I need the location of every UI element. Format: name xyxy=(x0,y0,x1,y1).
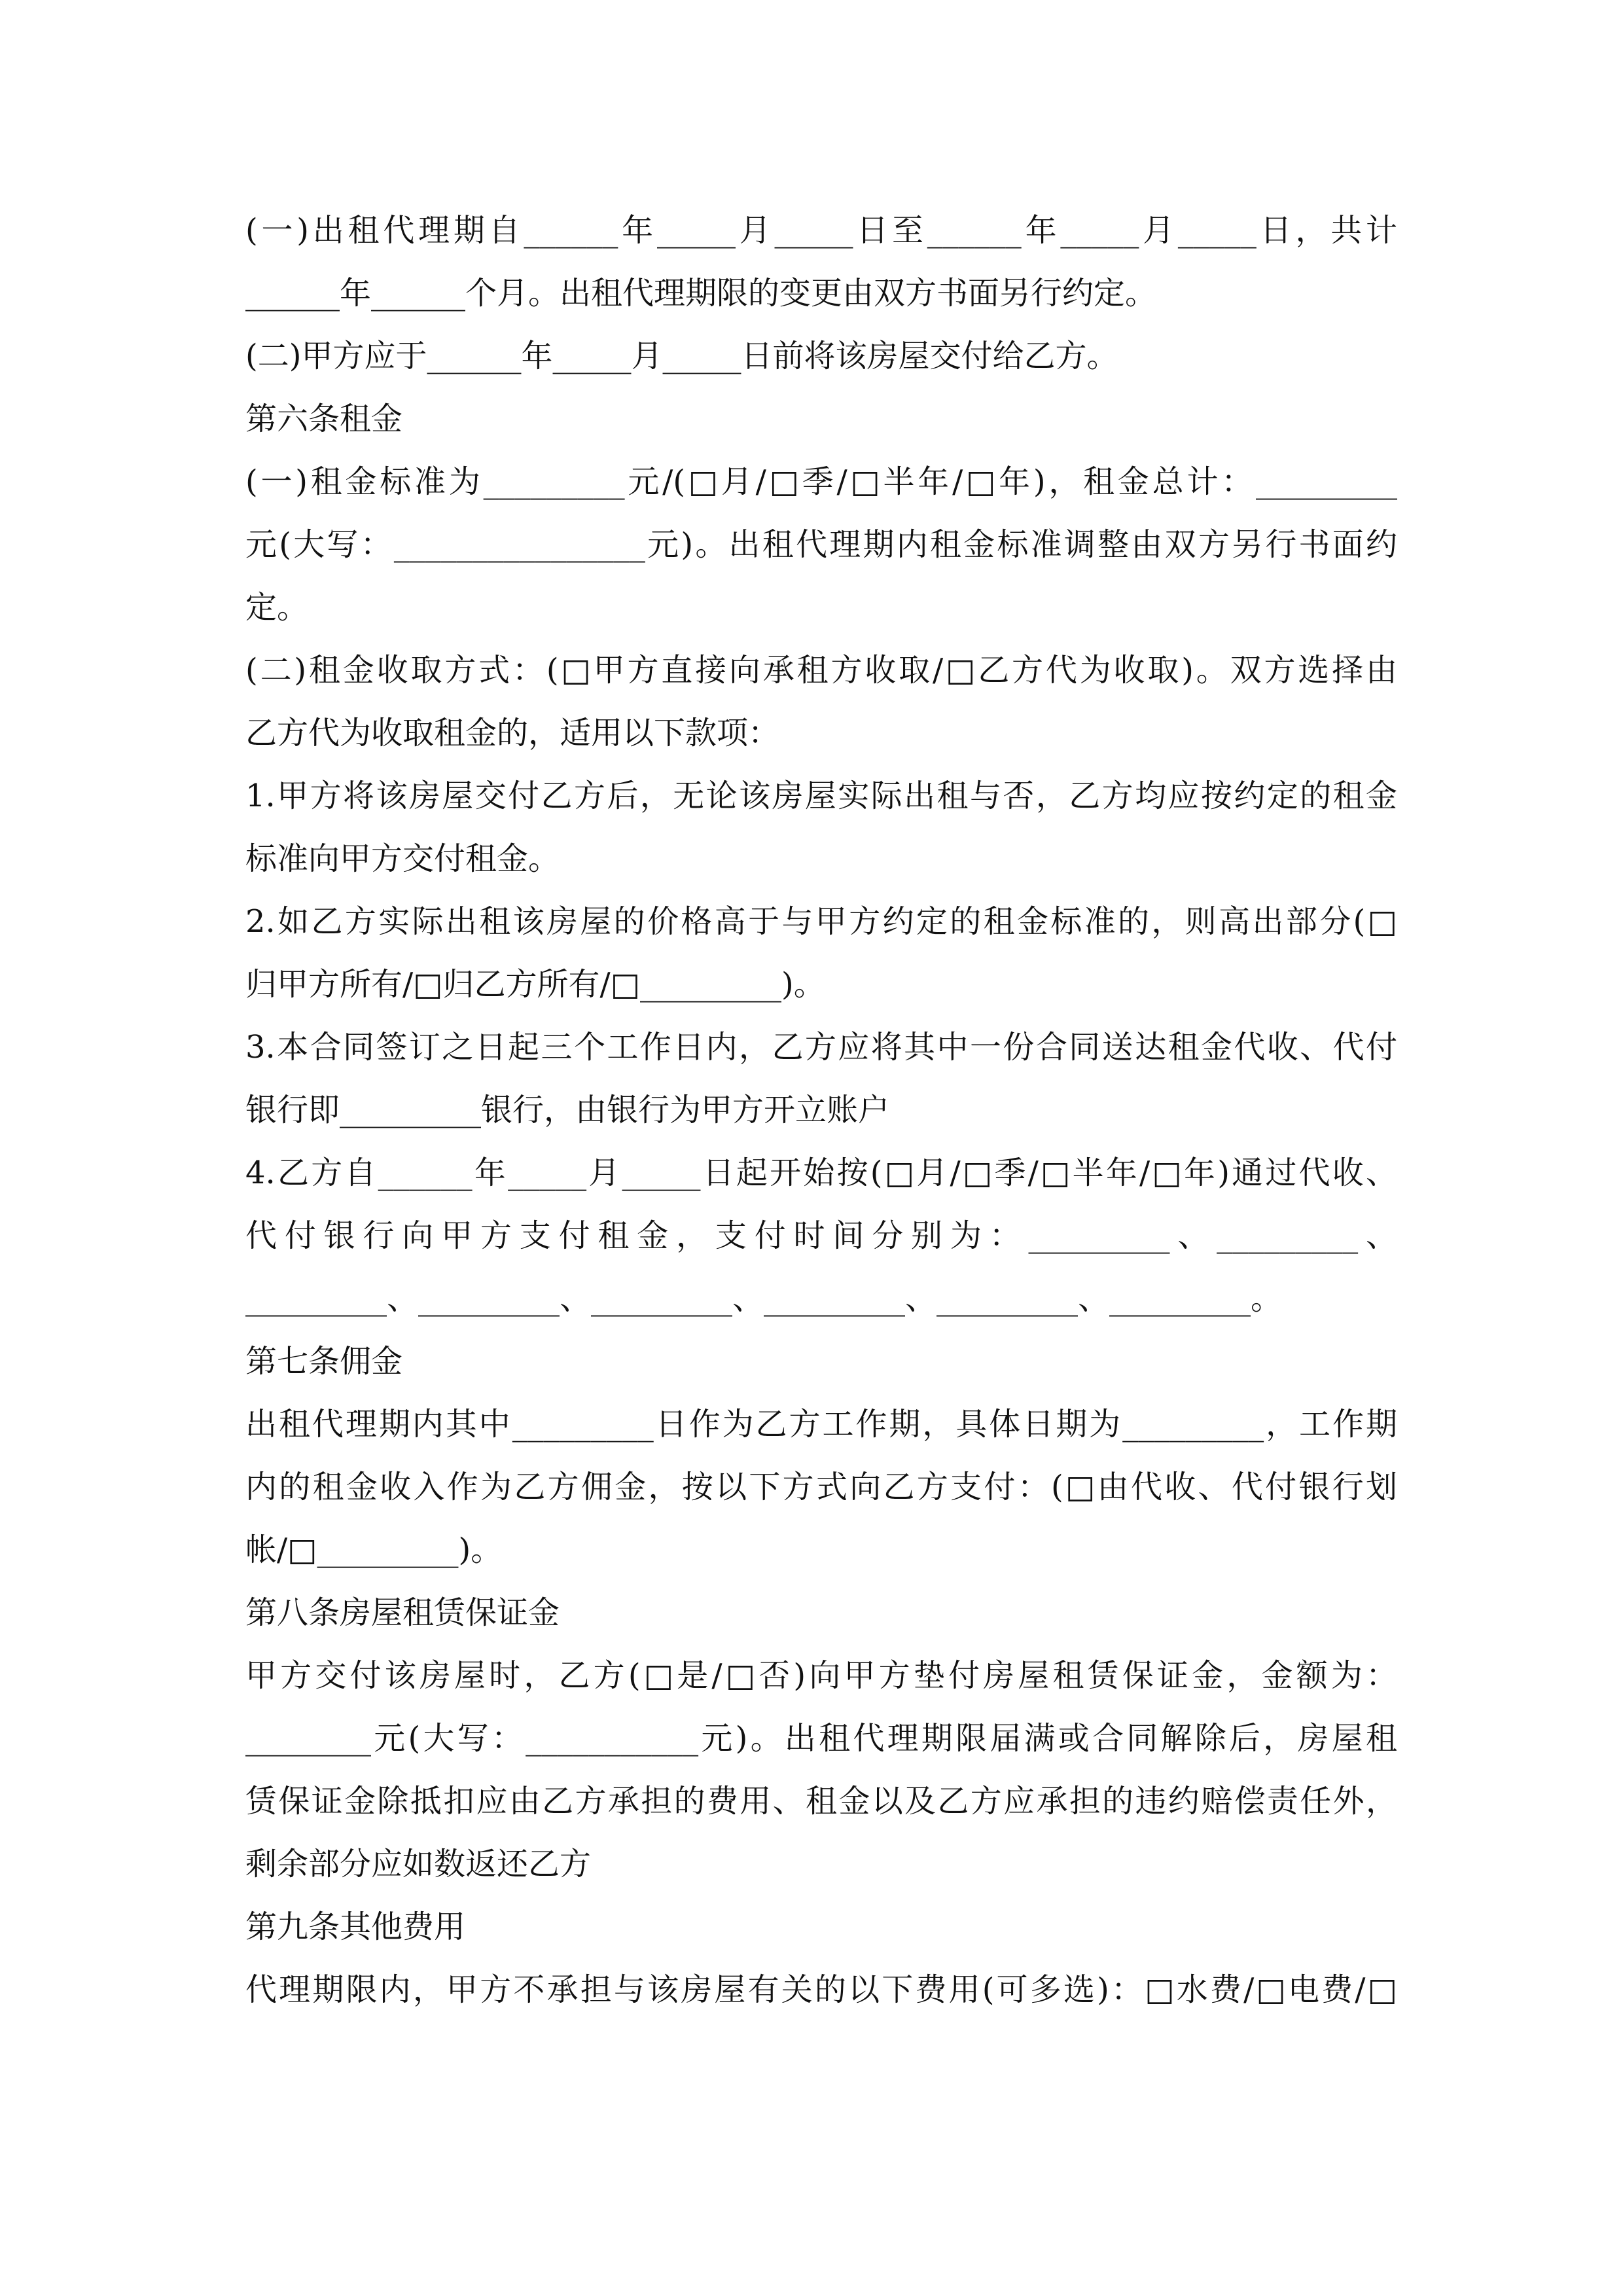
text-line-24: 甲方交付该房屋时，乙方(□是/□否)向甲方垫付房屋租赁保证金，金额为： xyxy=(245,1657,1397,1694)
text-line-29: 代理期限内，甲方不承担与该房屋有关的以下费用(可多选)：□水费/□电费/□ xyxy=(245,1971,1397,2008)
text-line-2: ______年______个月。出租代理期限的变更由双方书面另行约定。 xyxy=(245,275,1157,312)
text-line-15: 银行即_________银行，由银行为甲方开立账户 xyxy=(245,1092,890,1128)
text-line-18: _________、_________、_________、_________、_________、_________。 xyxy=(245,1280,1283,1317)
text-line-5: (一)租金标准为_________元/(□月/□季/□半年/□年)，租金总计：_________ xyxy=(245,463,1397,500)
text-line-12: 2.如乙方实际出租该房屋的价格高于与甲方约定的租金标准的，则高出部分(□ xyxy=(245,903,1397,940)
section-heading-rent: 第六条租金 xyxy=(245,401,403,437)
text-line-14: 3.本合同签订之日起三个工作日内，乙方应将其中一份合同送达租金代收、代付 xyxy=(245,1029,1397,1066)
text-line-8: (二)租金收取方式：(□甲方直接向承租方收取/□乙方代为收取)。双方选择由 xyxy=(245,652,1397,689)
text-line-17: 代付银行向甲方支付租金，支付时间分别为：_________、_________、 xyxy=(245,1217,1397,1254)
text-line-16: 4.乙方自______年_____月_____日起开始按(□月/□季/□半年/□年)通过代收、 xyxy=(245,1155,1397,1191)
text-line-3: (二)甲方应于______年_____月_____日前将该房屋交付给乙方。 xyxy=(245,338,1118,374)
text-line-9: 乙方代为收取租金的，适用以下款项： xyxy=(245,715,780,751)
section-heading-commission: 第七条佣金 xyxy=(245,1343,403,1380)
text-line-7: 定。 xyxy=(245,589,309,626)
section-heading-deposit: 第八条房屋租赁保证金 xyxy=(245,1594,560,1631)
text-line-20: 出租代理期内其中_________日作为乙方工作期，具体日期为_________，工作期 xyxy=(245,1406,1397,1443)
text-line-27: 剩余部分应如数返还乙方 xyxy=(245,1846,592,1882)
text-line-6: 元(大写：________________元)。出租代理期内租金标准调整由双方另行书面约 xyxy=(245,526,1397,563)
text-line-11: 标准向甲方交付租金。 xyxy=(245,840,560,877)
text-line-21: 内的租金收入作为乙方佣金，按以下方式向乙方支付：(□由代收、代付银行划 xyxy=(245,1469,1397,1505)
text-line-26: 赁保证金除抵扣应由乙方承担的费用、租金以及乙方应承担的违约赔偿责任外， xyxy=(245,1783,1397,1820)
text-line-22: 帐/□_________)。 xyxy=(245,1532,503,1568)
text-line-10: 1.甲方将该房屋交付乙方后，无论该房屋实际出租与否，乙方均应按约定的租金 xyxy=(245,778,1397,814)
section-heading-other-fees: 第九条其他费用 xyxy=(245,1909,466,1945)
text-line-13: 归甲方所有/□归乙方所有/□_________)。 xyxy=(245,966,825,1003)
text-line-25: ________元(大写：___________元)。出租代理期限届满或合同解除后，房屋租 xyxy=(245,1720,1397,1757)
text-line-1: (一)出租代理期自______年_____月_____日至______年_____月_____日，共计 xyxy=(245,212,1397,249)
